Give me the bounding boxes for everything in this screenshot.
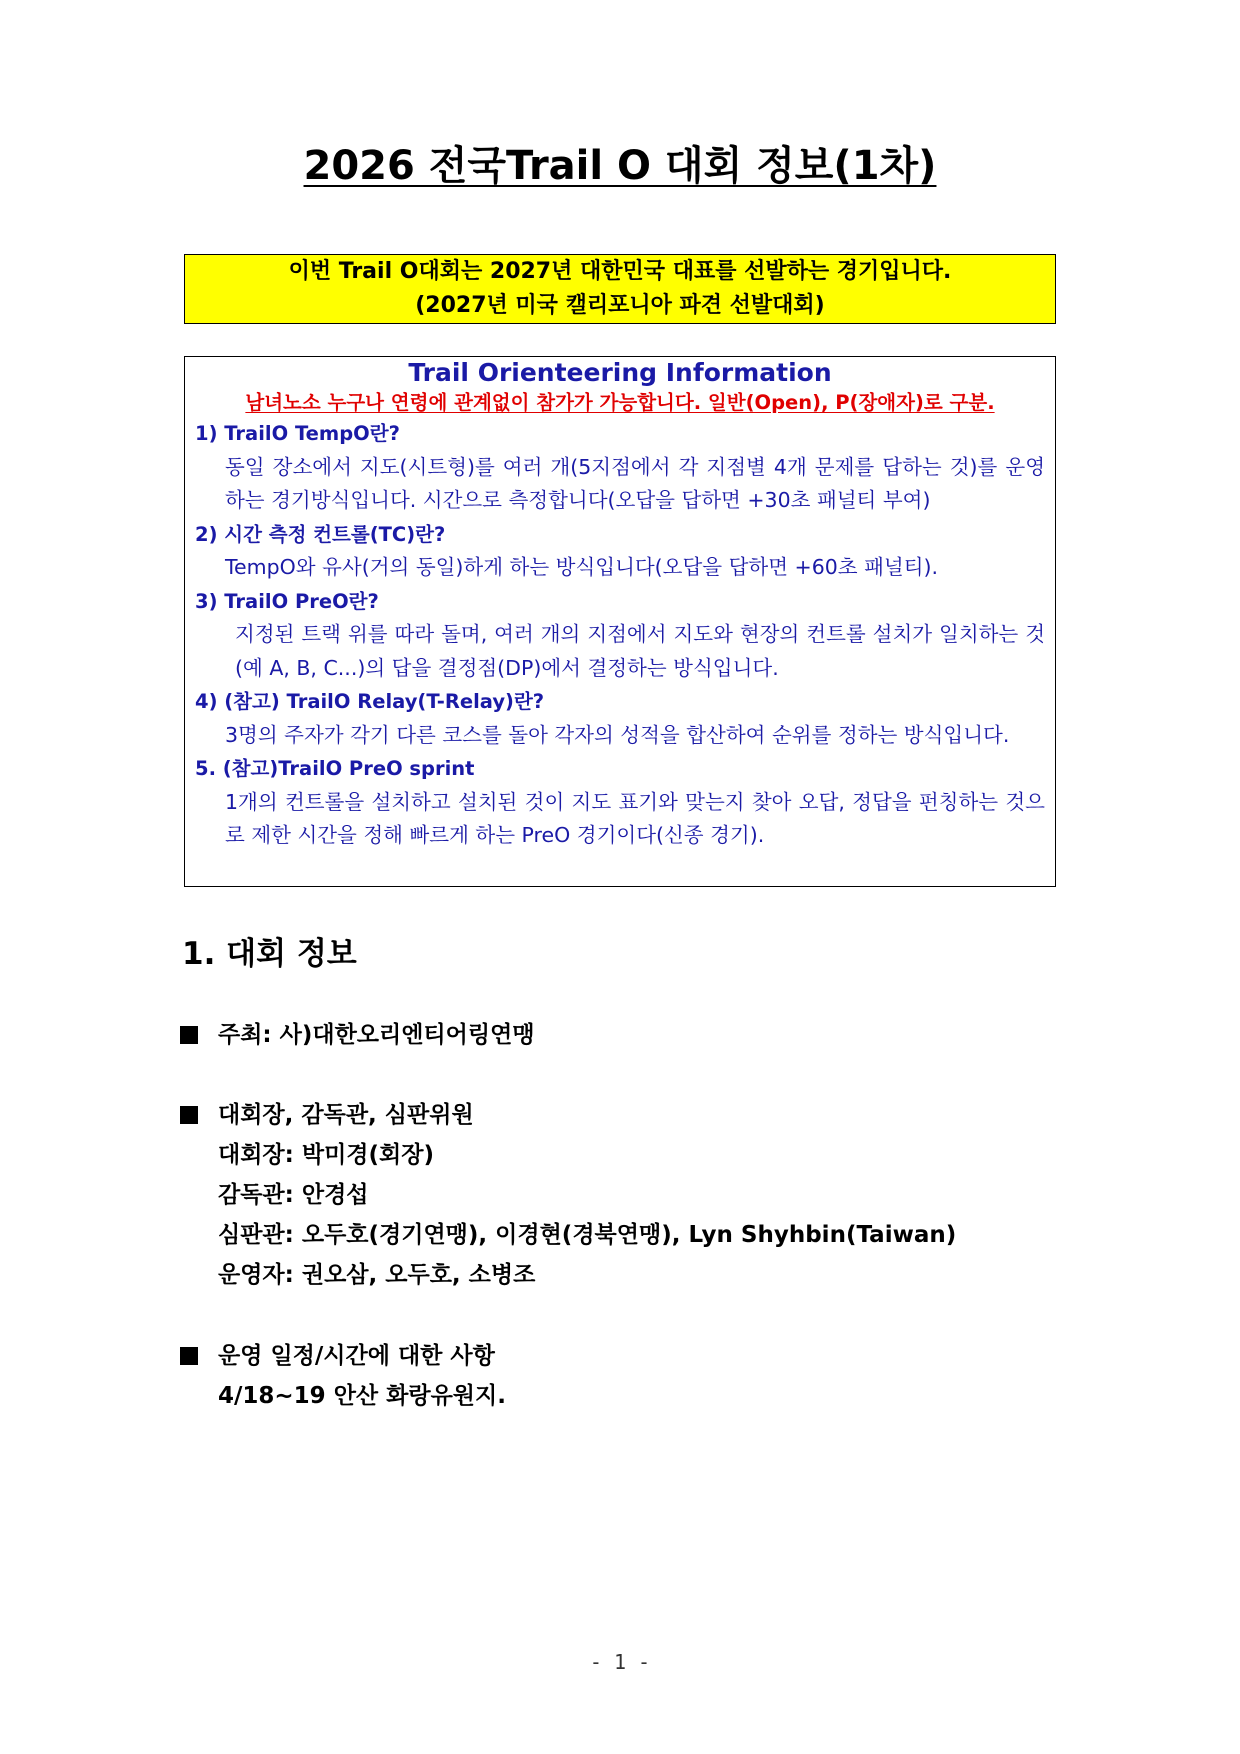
- page-title: [0, 140, 1240, 192]
- staff-line: 감독관: 안경섭: [218, 1182, 369, 1208]
- bullet-square-icon: [180, 1347, 198, 1365]
- info-item-heading: 5. (참고)TrailO PreO sprint: [195, 757, 475, 780]
- info-item-body: 3명의 주자가 각기 다른 코스를 돌아 각자의 성적을 합산하여 순위를 정하는 방식입니다.: [225, 722, 1010, 747]
- staff-block: [180, 1095, 956, 1295]
- page-number: - 1 -: [589, 1650, 651, 1674]
- notice-line-2: (2027년 미국 캘리포니아 파견 선발대회): [415, 293, 825, 318]
- info-subtitle: 남녀노소 누구나 연령에 관계없이 참가가 가능합니다. 일반(Open), P(장애자)로 구분.: [245, 391, 995, 414]
- host-text: 주최: 사)대한오리엔티어링연맹: [218, 1022, 535, 1048]
- staff-heading-line: [180, 1095, 956, 1135]
- notice-box: [184, 254, 1056, 324]
- info-title: Trail Orienteering Information: [408, 358, 832, 387]
- info-item-heading: 4) (참고) TrailO Relay(T-Relay)란?: [195, 690, 545, 713]
- staff-heading: 대회장, 감독관, 심판위원: [218, 1102, 474, 1128]
- section-title: 1. 대회 정보: [182, 936, 357, 972]
- info-item-body: TempO와 유사(거의 동일)하게 하는 방식입니다(오답을 답하면 +60초 패널티).: [225, 555, 939, 579]
- info-box: [184, 356, 1056, 887]
- info-item-heading: 2) 시간 측정 컨트롤(TC)란?: [195, 522, 446, 546]
- host-block: [180, 1015, 535, 1055]
- schedule-line: 4/18~19 안산 화랑유원지.: [218, 1383, 506, 1409]
- info-item-heading: 3) TrailO PreO란?: [195, 589, 379, 613]
- schedule-heading-line: [180, 1336, 506, 1376]
- staff-line: 운영자: 권오삼, 오두호, 소병조: [218, 1262, 536, 1288]
- schedule-block: [180, 1336, 506, 1416]
- schedule-heading: 운영 일정/시간에 대한 사항: [218, 1343, 495, 1369]
- info-item-body: 동일 장소에서 지도(시트형)를 여러 개(5지점에서 각 지점별 4개 문제를 답하는 것)를 운영하는 경기방식입니다. 시간으로 측정합니다(오답을 답하면 +30초 패널티 부여): [225, 454, 1045, 512]
- info-item-body: 지정된 트랙 위를 따라 돌며, 여러 개의 지점에서 지도와 현장의 컨트롤 설치가 일치하는 것(예 A, B, C...)의 답을 결정점(DP)에서 결정하는 방식입니다.: [235, 622, 1045, 680]
- staff-line: 심판관: 오두호(경기연맹), 이경현(경북연맹), Lyn Shyhbin(Taiwan): [218, 1222, 957, 1248]
- bullet-square-icon: [180, 1026, 198, 1044]
- staff-line: 대회장: 박미경(회장): [218, 1142, 434, 1168]
- bullet-square-icon: [180, 1106, 198, 1124]
- info-item-body: 1개의 컨트롤을 설치하고 설치된 것이 지도 표기와 맞는지 찾아 오답, 정답을 펀칭하는 것으로 제한 시간을 정해 빠르게 하는 PreO 경기이다(신종 경기).: [225, 789, 1045, 847]
- host-line: [180, 1015, 535, 1055]
- page-title-text: 2026 전국Trail O 대회 정보(1차): [303, 143, 937, 189]
- notice-line-1: 이번 Trail O대회는 2027년 대한민국 대표를 선발하는 경기입니다.: [288, 259, 952, 284]
- info-item-heading: 1) TrailO TempO란?: [195, 422, 400, 445]
